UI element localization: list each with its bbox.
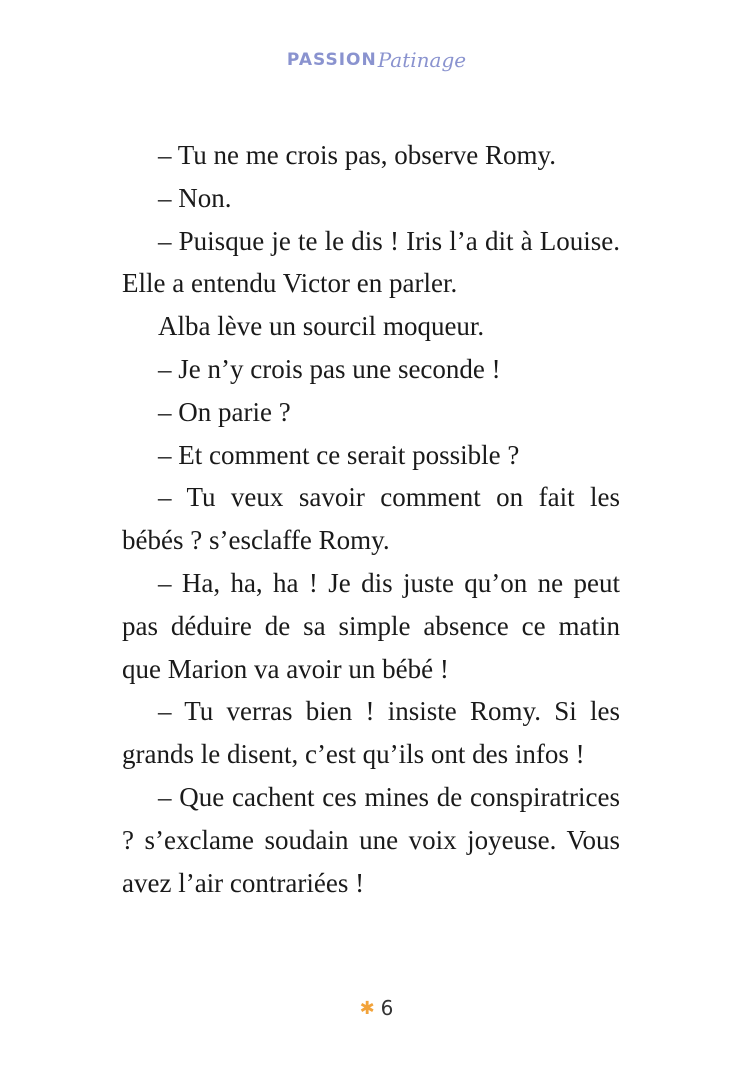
page-body-text [122, 134, 620, 904]
paragraph: – Tu ne me crois pas, observe Romy. [158, 140, 556, 170]
paragraph: – Puisque je te le dis ! Iris l’a dit à Louise. Elle a entendu Victor en parler. [122, 225, 620, 299]
series-title-main: PASSION [286, 50, 377, 70]
star-icon: ✱ [359, 997, 375, 1019]
paragraph: – Et comment ce serait possible ? [158, 439, 520, 470]
paragraph: – Que cachent ces mines de conspiratrices ? s’exclame soudain une voix joyeuse. Vous avez l’air contrariées ! [122, 781, 620, 898]
paragraph: – Ha, ha, ha ! Je dis juste qu’on ne peut pas déduire de sa simple absence ce matin que Marion va avoir un bébé ! [122, 567, 620, 684]
paragraph: – On parie ? [158, 396, 291, 427]
series-title-script: Patinage [377, 48, 467, 72]
paragraph: – Tu verras bien ! insiste Romy. Si les grands le disent, c’est qu’ils ont des infos ! [122, 696, 620, 770]
paragraph: – Je n’y crois pas une seconde ! [158, 353, 501, 384]
page-footer [0, 996, 753, 1020]
book-series-logo [0, 48, 753, 72]
paragraph: – Tu veux savoir comment on fait les bébés ? s’esclaffe Romy. [122, 482, 620, 556]
paragraph: Alba lève un sourcil moqueur. [158, 311, 485, 342]
page-number: 6 [380, 996, 394, 1020]
paragraph: – Non. [158, 182, 232, 213]
